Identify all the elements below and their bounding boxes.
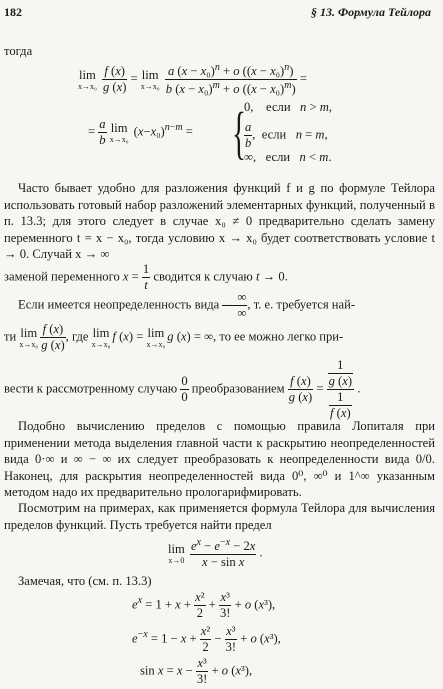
paragraph-2-line2: ти lim x→x₀ $\frac{f (x)}{g (x)}$ , где lim x→x₀ f (x) = lim x→x₀ g (x) = ∞, то ее можно легко при- [4, 322, 344, 352]
example-limit: lim x→0 $\frac{e^x - e^{-x} - 2x}{\text{x − sin x}}$ . [168, 537, 263, 570]
paragraph-3: Подобно вычислению пределов с помощью правила Лопиталя при применении метода выделения главной части к раскрытию неопределенностей вида 0·∞ и ∞ − ∞ их следует преобразовать к неопределенности вида 0/0. Наконец, для раскрытия неопределенностей вида 0⁰, ∞⁰ и 1^∞ указанным методом надо их предварительно прологарифмировать. [4, 419, 435, 499]
limit-equation-line1: lim x→x₀ $\frac{f (x)}{g (x)}$ = lim x→x₀ $\frac{a (x - x_0)^n + o ((x - x_0)^n)}{b (x - x_0)^m + o ((x - x_0)^m)}$ = [78, 62, 307, 97]
expansion-exp-neg: $e^{-x} = 1 - x$ + $\frac{\text{x²}}{2}$ − $\frac{\text{x³}}{3!}$ + o (x³), [132, 624, 281, 654]
paragraph-2-line3: вести к рассмотренному случаю $\frac{0}{0}$ преобразованием $\frac{f (x)}{g (x)}$ = $\frac{\frac{1}{g (x)}}{\frac{1}{f (x)}}$ . [4, 358, 361, 420]
section-title: § 13. Формула Тейлора [310, 5, 431, 19]
intro-word: тогда [4, 44, 33, 58]
brace-icon: { [232, 100, 246, 165]
paragraph-1: Часто бывает удобно для разложения функций f и g по формуле Тейлора использовать готовый набор разложений элементарных функций, полученный в п. 13.3; для этого следует в случае x₀ ≠ 0 предварительно сделать замену переменного t = x − x₀, тогда условию x → x₀ будет соответствовать условие t → 0. Случай x → ∞ [4, 181, 435, 261]
expansion-sin: sin x = x − $\frac{\text{x³}}{3!}$ + o (x³), [140, 656, 253, 686]
cases-block [232, 100, 432, 168]
paragraph-1-last-line: заменой переменного x = $\frac{1}{t}$ сводится к случаю t → 0. [4, 262, 288, 292]
paragraph-5: Замечая, что (см. п. 13.3) [18, 574, 152, 588]
case-3: ∞, если n < m. [244, 150, 332, 164]
paragraph-2-line1: Если имеется неопределенность вида $\frac{\infty}{\infty}$ , т. е. требуется най- [18, 290, 356, 320]
case-1: 0, если n > m, [244, 100, 332, 114]
expansion-exp: $e^x = 1 + x$ + $\frac{\text{x²}}{2}$ + $\frac{\text{x³}}{3!}$ + o (x³), [132, 590, 276, 620]
case-2: $\frac{a}{b}$ , если n = m, [245, 120, 328, 150]
limit-equation-line2: = $\frac{a}{b}$ lim x→x₀ $(x-x_0)^{n-m}$ = [88, 117, 193, 147]
paragraph-4: Посмотрим на примерах, как применяется формула Тейлора для вычисления пределов функций. Пусть требуется найти предел [4, 501, 435, 532]
page-number: 182 [4, 5, 22, 19]
